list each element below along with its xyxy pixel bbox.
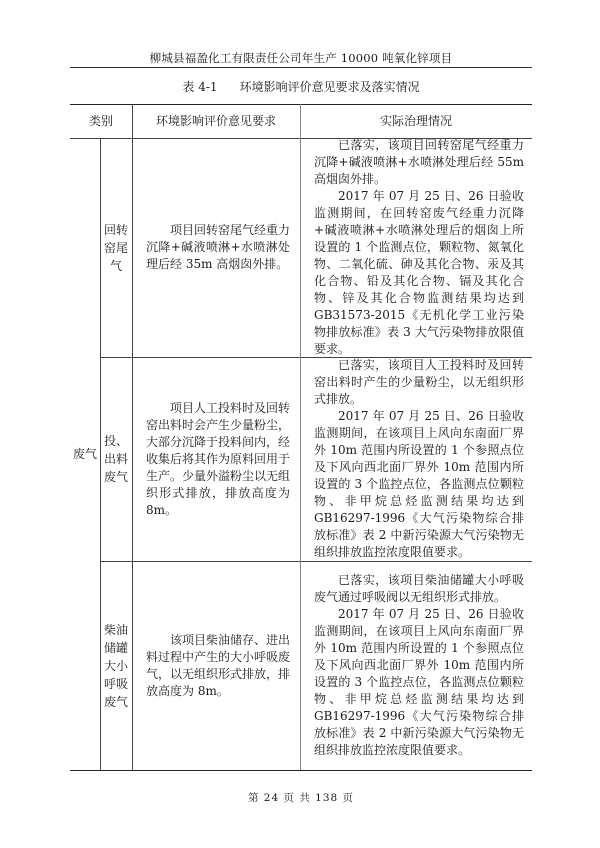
- category-cell: 废气: [72, 446, 97, 461]
- column-header-actual: 实际治理情况: [379, 113, 452, 128]
- column-header-requirement: 环境影响评价意见要求: [155, 113, 276, 128]
- header-rule: [70, 67, 532, 68]
- table-number: 表 4-1: [182, 80, 218, 94]
- requirement-text: 项目回转窑尾气经重力沉降+碱液喷淋+水喷淋处理后经 35m 高烟囱外排。: [146, 223, 291, 271]
- actual-cell: [300, 357, 532, 561]
- subcategory-cell: [100, 357, 132, 561]
- subcategory-cell: [100, 138, 132, 357]
- requirement-text: 该项目柴油储存、进出料过程中产生的大小呼吸废气，以无组织形式排放，排放高度为 8m。: [146, 632, 291, 698]
- requirement-cell: [132, 357, 300, 561]
- requirement-cell: [132, 561, 300, 770]
- actual-paragraph: 已落实，该项目回转窑尾气经重力沉降+碱液喷淋+水喷淋处理后经 55m 高烟囱外排。: [314, 138, 524, 186]
- table-caption: [70, 78, 532, 95]
- subcategory-label: 投、出料废气: [103, 434, 128, 484]
- actual-paragraph: 已落实，该项目人工投料时及回转窑出料时产生的少量粉尘，以无组织形式排放。: [314, 358, 524, 406]
- actual-paragraph: 2017 年 07 月 25 日、26 日验收监测期间，在该项目上风向东南面厂界外 10m 范围内所设置的 1 个参照点位及下风向西北面厂界外 10m 范围内所设置的 3 个监控点位，各监测点位颗粒物、非甲烷总烃监测结果均达到 GB16297-1996《大气污染物综合排放标准》表 2 中新污染源大气污染物无组织排放监控浓度限值要求。: [314, 607, 524, 757]
- actual-cell: [300, 138, 532, 357]
- page-number: 第 24 页 共 138 页: [247, 792, 355, 804]
- column-header-category: 类别: [88, 113, 113, 128]
- actual-cell: [300, 561, 532, 770]
- actual-paragraph: 已落实，该项目柴油储罐大小呼吸废气通过呼吸阀以无组织形式排放。: [314, 573, 524, 604]
- subcategory-label: 回转窑尾气: [103, 222, 128, 273]
- requirement-text: 项目人工投料时及回转窑出料时会产生少量粉尘，大部分沉降于投料间内，经收集后将其作为原料回用于生产。少量外溢粉尘以无组织形式排放，排放高度为 8m。: [146, 400, 291, 517]
- subcategory-label: 柴油储罐大小呼吸废气: [103, 622, 128, 709]
- subcategory-cell: [100, 561, 132, 770]
- table-bottom-rule: [70, 770, 532, 771]
- table-title: 环境影响评价意见要求及落实情况: [239, 80, 420, 94]
- requirement-cell: [132, 138, 300, 357]
- page-header: 柳城县福盈化工有限责任公司年生产 10000 吨氧化锌项目: [149, 51, 453, 65]
- requirements-table: [70, 104, 532, 770]
- actual-paragraph: 2017 年 07 月 25 日、26 日验收监测期间，在该项目上风向东南面厂界外 10m 范围内所设置的 1 个参照点位及下风向西北面厂界外 10m 范围内所设置的 3 个监控点位，各监测点位颗粒物、非甲烷总烃监测结果均达到 GB16297-1996《大气污染物综合排放标准》表 2 中新污染源大气污染物无组织排放监控浓度限值要求。: [314, 409, 524, 559]
- actual-paragraph: 2017 年 07 月 25 日、26 日验收监测期间，在回转窑废气经重力沉降+碱液喷淋+水喷淋处理后的烟囱上所设置的 1 个监测点位，颗粒物、氮氧化物、二氧化硫、砷及其化合物、汞及其化合物、铅及其化合物、镉及其化合物、锌及其化合物监测结果均达到 GB31573-2015《无机化学工业污染物排放标准》表 3 大气污染物排放限值要求。: [314, 189, 524, 356]
